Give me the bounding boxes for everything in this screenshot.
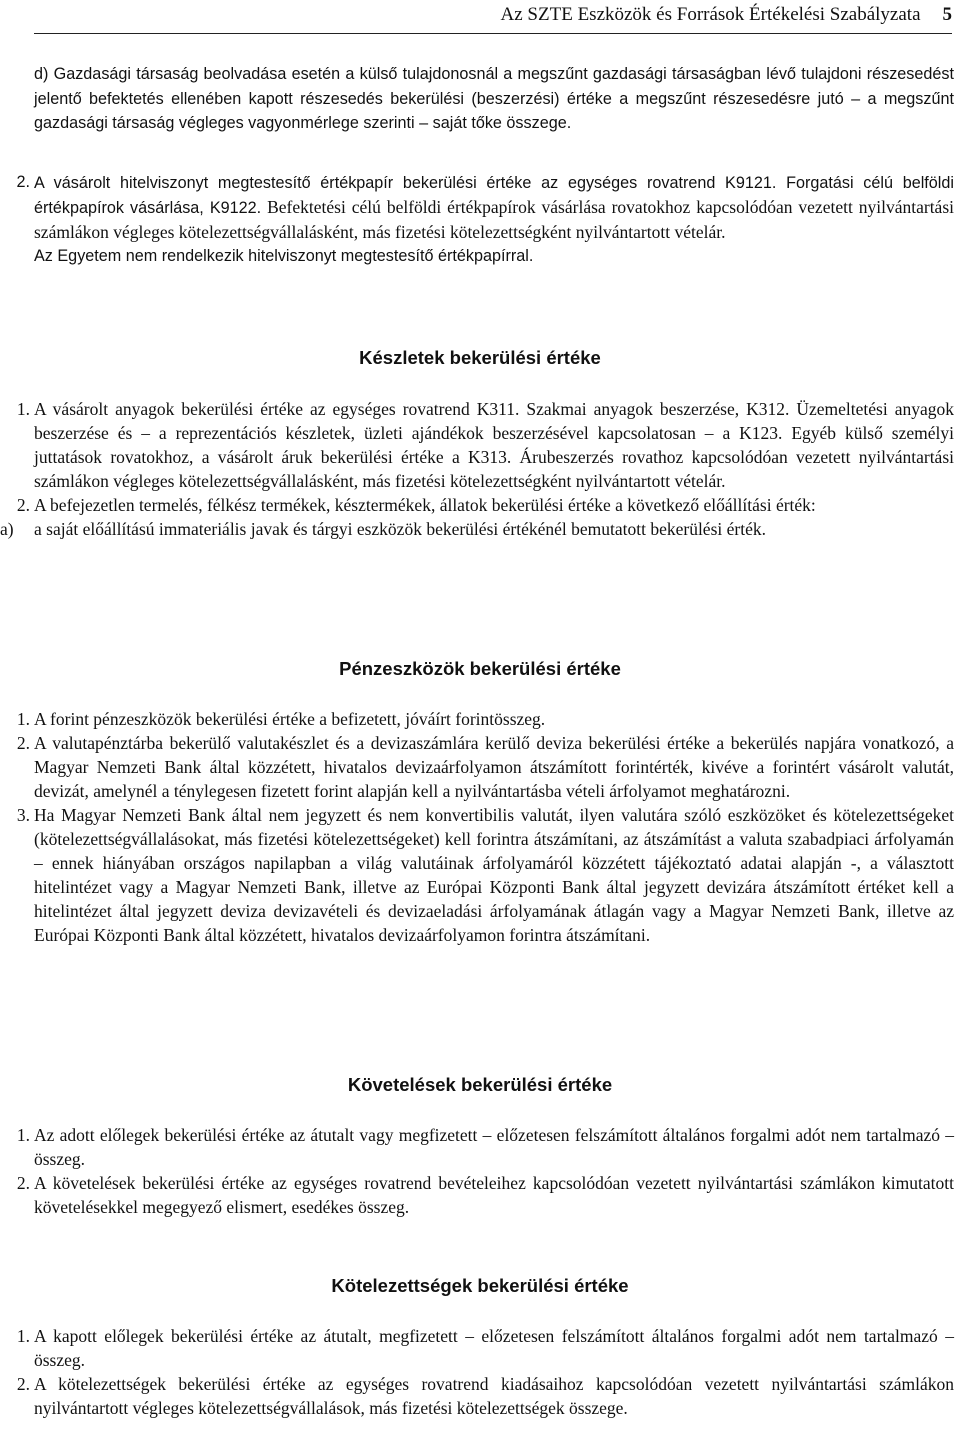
list-item [16,1123,954,1171]
item-number: 1. [16,709,30,729]
securities-section [16,170,954,268]
header-rule [34,33,952,34]
item-number: 2. [16,1374,30,1394]
list-item [16,803,954,947]
item-number: 1. [16,1326,30,1346]
list-subitem [0,517,954,541]
securities-serif-text: Befektetési célú belföldi értékpapírok vásárlása rovatokhoz kapcsolódóan vezetett nyilvántartási számlákon végleges kötelezettségvállalásként, más fizetési kötelezettségként nyilvántartott vételár. [34,197,954,242]
list-item-text: A kapott előlegek bekerülési értéke az átutalt, megfizetett – előzetesen felszámított általános forgalmi adót nem tartalmazó – összeg. [34,1326,954,1370]
paragraph-d-text: d) Gazdasági társaság beolvadása esetén a külső tulajdonosnál a megszűnt gazdasági társaságban lévő tulajdoni részesedést jelentő befektetés ellenében kapott részesedés bekerülési (beszerzési) értéke a megszűnt részesedésre jutó – a megszűnt gazdasági társaság végleges vagyonmérlege szerinti – saját tőke összege. [34,65,954,132]
item-number: 1. [16,399,30,419]
inventory-section [0,397,954,541]
securities-sans-text: A vásárolt hitelviszonyt megtestesítő értékpapír bekerülési értéke az egységes rovatrend K9121. Forgatási célú belföldi értékpapírok vásárlása, K9122. [34,174,954,217]
list-item-text: Az adott előlegek bekerülési értéke az átutalt vagy megfizetett – előzetesen felszámított általános forgalmi adót nem tartalmazó – összeg. [34,1125,954,1169]
paragraph-d [34,62,954,136]
item-number: 2. [16,173,30,191]
list-item-text: A valutapénztárba bekerülő valutakészlet és a devizaszámlára kerülő deviza bekerülési értéke a bekerülés napjára vonatkozó, a Magyar Nemzeti Bank által közzétett, hivatalos devizaárfolyamon átszámított forintérték, kivéve a forintért vásárolt valutát, devizát, amelynél a ténylegesen fizetett forint alapján kell a nyilvántartásba vételi árfolyamot meghatározni. [34,733,954,801]
list-item [16,1324,954,1372]
subitem-letter: a) [0,519,14,539]
header-title: Az SZTE Eszközök és Források Értékelési Szabályzata [500,4,921,25]
liabilities-heading: Kötelezettségek bekerülési értéke [331,1275,629,1296]
list-item-text: A befejezetlen termelés, félkész termékek, késztermékek, állatok bekerülési értéke a következő előállítási érték: [34,495,816,515]
running-header [0,4,952,26]
liabilities-section [16,1324,954,1420]
cash-section [16,707,954,947]
item-number: 2. [16,733,30,753]
item-number: 1. [16,1125,30,1145]
item-number: 2. [16,495,30,515]
item-number: 2. [16,1173,30,1193]
list-item-text: Ha Magyar Nemzeti Bank által nem jegyzett és nem konvertibilis valutát, ilyen valutára szóló eszközöket és kötelezettségeket (kötelezettségvállalásokat, más fizetési kötelezettségeket) kell forintra átszámítani, az átszámítást a valuta szabadpiaci árfolyamán – ennek hiányában országos napilapban a világ valutáinak árfolyamáról közzétett tájékoztató adatai alapján -, a választott hitelintézet vagy a Magyar Nemzeti Bank, illetve az Európai Központi Bank által jegyzett devizára átszámított értéket kell a hitelintézet által jegyzett deviza devizavételi és devizaeladási árfolyamának átlagán vagy a Magyar Nemzeti Bank, illetve az Európai Központi Bank által közzétett, hivatalos devizaárfolyamon forintra átszámítani. [34,805,954,945]
list-item [16,397,954,493]
cash-heading: Pénzeszközök bekerülési értéke [339,658,621,679]
list-item [16,493,954,517]
list-item [16,1171,954,1219]
page-number: 5 [942,4,952,25]
list-item [16,731,954,803]
list-item-text: A kötelezettségek bekerülési értéke az egységes rovatrend kiadásaihoz kapcsolódóan vezetett nyilvántartási számlákon nyilvántartott végleges kötelezettségvállalások, más fizetési kötelezettségek összege. [34,1374,954,1418]
item-number: 3. [16,805,30,825]
list-item [16,707,954,731]
list-item [16,1372,954,1420]
list-item-text: A vásárolt anyagok bekerülési értéke az egységes rovatrend K311. Szakmai anyagok beszerzése, K312. Üzemeltetési anyagok beszerzése és – a reprezentációs készletek, üzleti ajándékok beszerzésével kapcsolatosan – a K123. Egyéb külső személyi juttatások rovatokhoz, a vásárolt áruk bekerülési értéke a K313. Árubeszerzés rovathoz kapcsolódóan vezetett nyilvántartási számlákon végleges kötelezettségvállalásként, más fizetési kötelezettségként nyilvántartott vételár. [34,399,954,491]
inventory-heading: Készletek bekerülési értéke [359,347,601,368]
receivables-heading: Követelések bekerülési értéke [347,1074,613,1095]
list-item [16,170,954,244]
list-subitem-text: a saját előállítású immateriális javak és tárgyi eszközök bekerülési értékénél bemutatott bekerülési érték. [34,519,766,539]
list-item-text: A követelések bekerülési értéke az egységes rovatrend bevételeihez kapcsolódóan vezetett nyilvántartási számlákon kimutatott követelésekkel megegyező elismert, esedékes összeg. [34,1173,954,1217]
list-item-text: A forint pénzeszközök bekerülési értéke a befizetett, jóváírt forintösszeg. [34,709,546,729]
securities-note: Az Egyetem nem rendelkezik hitelviszonyt megtestesítő értékpapírral. [34,247,534,265]
receivables-section [16,1123,954,1219]
